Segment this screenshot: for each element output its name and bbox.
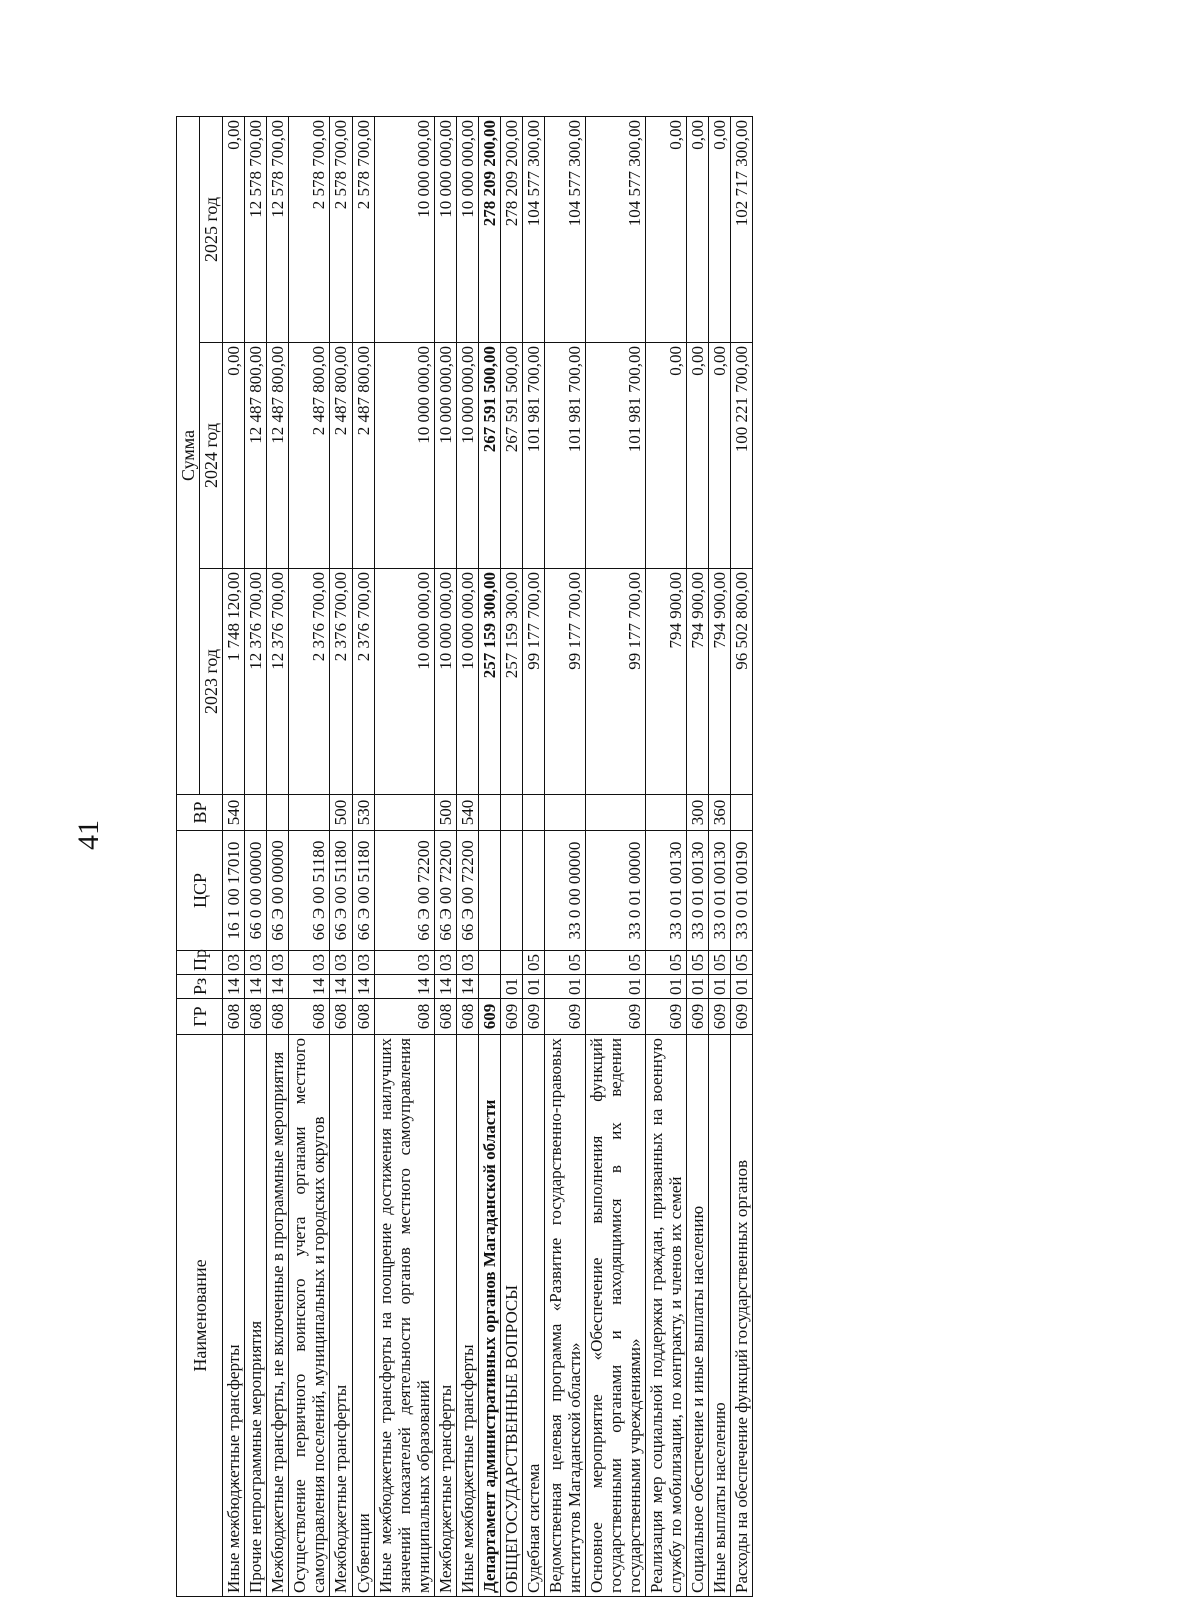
cell-vr	[731, 795, 753, 831]
cell-rz: 14	[434, 975, 456, 999]
cell-2025: 104 577 300,00	[544, 116, 585, 342]
header-2024: 2024 год	[200, 343, 223, 569]
cell-2024: 0,00	[645, 343, 686, 569]
cell-2025: 102 717 300,00	[731, 116, 753, 342]
table-row	[330, 116, 352, 1596]
cell-gr: 609	[544, 999, 585, 1035]
cell-2023: 794 900,00	[687, 569, 709, 795]
cell-pr: 05	[544, 951, 585, 975]
table-row	[267, 116, 289, 1596]
cell-pr: 03	[434, 951, 456, 975]
table-row	[500, 116, 522, 1596]
cell-2023: 12 376 700,00	[245, 569, 267, 795]
cell-name: Иные межбюджетные трансферты на поощрение достижения наилучших значений показателей деятельности органов местного самоуправления муниципальных образований	[374, 1035, 434, 1597]
cell-name: Межбюджетные трансферты, не включенные в программные мероприятия	[267, 1035, 289, 1597]
cell-pr: 05	[709, 951, 731, 975]
cell-name: Социальное обеспечение и иные выплаты населению	[687, 1035, 709, 1597]
cell-pr: 05	[585, 951, 645, 975]
cell-gr: 608	[289, 999, 330, 1035]
cell-vr	[245, 795, 267, 831]
cell-pr: 03	[267, 951, 289, 975]
cell-pr: 03	[245, 951, 267, 975]
table-row	[289, 116, 330, 1596]
cell-name: Иные межбюджетные трансферты	[456, 1035, 478, 1597]
cell-rz: 14	[352, 975, 374, 999]
cell-2024: 2 487 800,00	[352, 343, 374, 569]
cell-name: Межбюджетные трансферты	[330, 1035, 352, 1597]
header-2023: 2023 год	[200, 569, 223, 795]
cell-name: Основное мероприятие «Обеспечение выполнения функций государственными органами и находящимися в их ведении государственными учреждениями»	[585, 1035, 645, 1597]
cell-rz: 01	[544, 975, 585, 999]
table-row	[522, 116, 544, 1596]
cell-name: Прочие непрограммные мероприятия	[245, 1035, 267, 1597]
table-row	[374, 116, 434, 1596]
cell-2024: 12 487 800,00	[245, 343, 267, 569]
cell-2025: 2 578 700,00	[330, 116, 352, 342]
budget-table	[176, 116, 753, 1597]
cell-2023: 2 376 700,00	[352, 569, 374, 795]
cell-2025: 12 578 700,00	[267, 116, 289, 342]
cell-2025: 278 209 200,00	[478, 116, 500, 342]
cell-2024: 101 981 700,00	[522, 343, 544, 569]
cell-csr: 33 0 01 00130	[709, 831, 731, 951]
cell-2025: 12 578 700,00	[245, 116, 267, 342]
cell-gr: 609	[500, 999, 522, 1035]
cell-2025: 10 000 000,00	[434, 116, 456, 342]
cell-2023: 96 502 800,00	[731, 569, 753, 795]
cell-rz: 14	[374, 975, 434, 999]
cell-csr: 33 0 00 00000	[544, 831, 585, 951]
cell-2025: 0,00	[645, 116, 686, 342]
cell-2024: 10 000 000,00	[456, 343, 478, 569]
cell-2023: 10 000 000,00	[434, 569, 456, 795]
cell-2023: 257 159 300,00	[478, 569, 500, 795]
cell-2025: 0,00	[687, 116, 709, 342]
cell-2023: 10 000 000,00	[456, 569, 478, 795]
cell-2024: 101 981 700,00	[585, 343, 645, 569]
cell-pr	[478, 951, 500, 975]
cell-name: ОБЩЕГОСУДАРСТВЕННЫЕ ВОПРОСЫ	[500, 1035, 522, 1597]
cell-vr	[522, 795, 544, 831]
cell-vr: 300	[687, 795, 709, 831]
cell-2023: 2 376 700,00	[330, 569, 352, 795]
cell-2023: 1 748 120,00	[223, 569, 245, 795]
cell-vr: 500	[330, 795, 352, 831]
cell-name: Судебная система	[522, 1035, 544, 1597]
cell-2023: 99 177 700,00	[585, 569, 645, 795]
table-row	[709, 116, 731, 1596]
cell-2024: 10 000 000,00	[434, 343, 456, 569]
cell-2025: 278 209 200,00	[500, 116, 522, 342]
cell-csr: 66 Э 00 51180	[289, 831, 330, 951]
cell-2023: 12 376 700,00	[267, 569, 289, 795]
header-csr: ЦСР	[177, 831, 223, 951]
cell-gr: 608	[267, 999, 289, 1035]
cell-gr: 609	[687, 999, 709, 1035]
table-row	[456, 116, 478, 1596]
cell-name: Межбюджетные трансферты	[434, 1035, 456, 1597]
cell-csr: 33 0 01 00130	[687, 831, 709, 951]
cell-2023: 99 177 700,00	[544, 569, 585, 795]
cell-rz: 14	[223, 975, 245, 999]
header-pr: Пр	[177, 951, 223, 975]
cell-name: Департамент административных органов Магаданской области	[478, 1035, 500, 1597]
cell-pr: 03	[456, 951, 478, 975]
cell-pr: 03	[223, 951, 245, 975]
cell-gr: 608	[245, 999, 267, 1035]
cell-pr: 05	[522, 951, 544, 975]
cell-vr: 530	[352, 795, 374, 831]
cell-rz: 01	[731, 975, 753, 999]
cell-gr: 609	[522, 999, 544, 1035]
table-row	[352, 116, 374, 1596]
cell-vr	[267, 795, 289, 831]
cell-vr: 540	[223, 795, 245, 831]
cell-rz	[478, 975, 500, 999]
header-gr: ГР	[177, 999, 223, 1035]
table-row	[585, 116, 645, 1596]
cell-csr	[500, 831, 522, 951]
cell-csr: 66 Э 00 51180	[352, 831, 374, 951]
cell-csr: 66 Э 00 51180	[330, 831, 352, 951]
cell-2023: 99 177 700,00	[522, 569, 544, 795]
cell-csr: 66 Э 00 00000	[267, 831, 289, 951]
cell-csr	[478, 831, 500, 951]
cell-vr	[544, 795, 585, 831]
table-row	[645, 116, 686, 1596]
header-name: Наименование	[177, 1035, 223, 1597]
cell-2025: 2 578 700,00	[289, 116, 330, 342]
header-2025: 2025 год	[200, 116, 223, 342]
cell-pr: 03	[330, 951, 352, 975]
cell-2023: 257 159 300,00	[500, 569, 522, 795]
cell-vr	[374, 795, 434, 831]
cell-pr	[500, 951, 522, 975]
header-sum: Сумма	[177, 116, 200, 794]
cell-rz: 01	[500, 975, 522, 999]
cell-csr: 33 0 01 00130	[645, 831, 686, 951]
cell-name: Реализация мер социальной поддержки граждан, призванных на военную службу по мобилизации, по контракту, и членов их семей	[645, 1035, 686, 1597]
table-row	[223, 116, 245, 1596]
header-vr: ВР	[177, 795, 223, 831]
cell-2025: 10 000 000,00	[456, 116, 478, 342]
table-row	[245, 116, 267, 1596]
table-body	[223, 116, 753, 1596]
cell-vr: 540	[456, 795, 478, 831]
cell-gr: 608	[330, 999, 352, 1035]
cell-2023: 794 900,00	[709, 569, 731, 795]
cell-2024: 0,00	[223, 343, 245, 569]
cell-pr: 05	[731, 951, 753, 975]
cell-2025: 2 578 700,00	[352, 116, 374, 342]
cell-vr	[289, 795, 330, 831]
cell-2024: 0,00	[687, 343, 709, 569]
cell-2024: 2 487 800,00	[330, 343, 352, 569]
cell-vr: 360	[709, 795, 731, 831]
cell-rz: 01	[585, 975, 645, 999]
cell-2023: 10 000 000,00	[374, 569, 434, 795]
cell-gr: 609	[585, 999, 645, 1035]
cell-gr: 608	[374, 999, 434, 1035]
cell-rz: 14	[289, 975, 330, 999]
cell-vr	[645, 795, 686, 831]
cell-gr: 609	[731, 999, 753, 1035]
cell-pr: 05	[645, 951, 686, 975]
cell-2025: 104 577 300,00	[522, 116, 544, 342]
cell-rz: 14	[456, 975, 478, 999]
cell-gr: 609	[709, 999, 731, 1035]
cell-csr: 66 Э 00 72200	[434, 831, 456, 951]
cell-gr: 609	[645, 999, 686, 1035]
cell-2024: 0,00	[709, 343, 731, 569]
table-row	[434, 116, 456, 1596]
table-row	[731, 116, 753, 1596]
cell-2024: 101 981 700,00	[544, 343, 585, 569]
table-row	[544, 116, 585, 1596]
cell-2024: 12 487 800,00	[267, 343, 289, 569]
cell-rz: 01	[709, 975, 731, 999]
cell-rz: 14	[245, 975, 267, 999]
cell-name: Ведомственная целевая программа «Развитие государственно-правовых институтов Магаданской области»	[544, 1035, 585, 1597]
cell-2024: 10 000 000,00	[374, 343, 434, 569]
cell-name: Осуществление первичного воинского учета органами местного самоуправления поселений, муниципальных и городских округов	[289, 1035, 330, 1597]
header-rz: Рз	[177, 975, 223, 999]
cell-pr: 03	[289, 951, 330, 975]
cell-vr: 500	[434, 795, 456, 831]
cell-2025: 104 577 300,00	[585, 116, 645, 342]
cell-vr	[478, 795, 500, 831]
cell-pr: 03	[352, 951, 374, 975]
cell-rz: 14	[330, 975, 352, 999]
cell-2023: 2 376 700,00	[289, 569, 330, 795]
cell-gr: 608	[352, 999, 374, 1035]
cell-pr: 05	[687, 951, 709, 975]
cell-gr: 609	[478, 999, 500, 1035]
cell-gr: 608	[456, 999, 478, 1035]
cell-rz: 01	[522, 975, 544, 999]
cell-2024: 267 591 500,00	[478, 343, 500, 569]
page-number: 41	[72, 820, 105, 850]
cell-csr: 66 Э 00 72200	[374, 831, 434, 951]
cell-rz: 01	[645, 975, 686, 999]
cell-csr	[522, 831, 544, 951]
cell-2025: 0,00	[709, 116, 731, 342]
cell-rz: 01	[687, 975, 709, 999]
cell-name: Субвенции	[352, 1035, 374, 1597]
cell-gr: 608	[223, 999, 245, 1035]
cell-vr	[585, 795, 645, 831]
cell-2025: 10 000 000,00	[374, 116, 434, 342]
cell-csr: 66 0 00 00000	[245, 831, 267, 951]
cell-rz: 14	[267, 975, 289, 999]
cell-csr: 33 0 01 00000	[585, 831, 645, 951]
table-row	[687, 116, 709, 1596]
cell-2024: 2 487 800,00	[289, 343, 330, 569]
cell-2024: 267 591 500,00	[500, 343, 522, 569]
cell-vr	[500, 795, 522, 831]
cell-pr: 03	[374, 951, 434, 975]
cell-2024: 100 221 700,00	[731, 343, 753, 569]
table-header-row	[177, 116, 200, 1596]
cell-name: Иные межбюджетные трансферты	[223, 1035, 245, 1597]
table-row	[478, 116, 500, 1596]
rotated-page-content	[176, 117, 1114, 1597]
cell-2023: 794 900,00	[645, 569, 686, 795]
cell-csr: 66 Э 00 72200	[456, 831, 478, 951]
cell-name: Расходы на обеспечение функций государственных органов	[731, 1035, 753, 1597]
cell-csr: 33 0 01 00190	[731, 831, 753, 951]
cell-2025: 0,00	[223, 116, 245, 342]
cell-name: Иные выплаты населению	[709, 1035, 731, 1597]
cell-gr: 608	[434, 999, 456, 1035]
cell-csr: 16 1 00 17010	[223, 831, 245, 951]
